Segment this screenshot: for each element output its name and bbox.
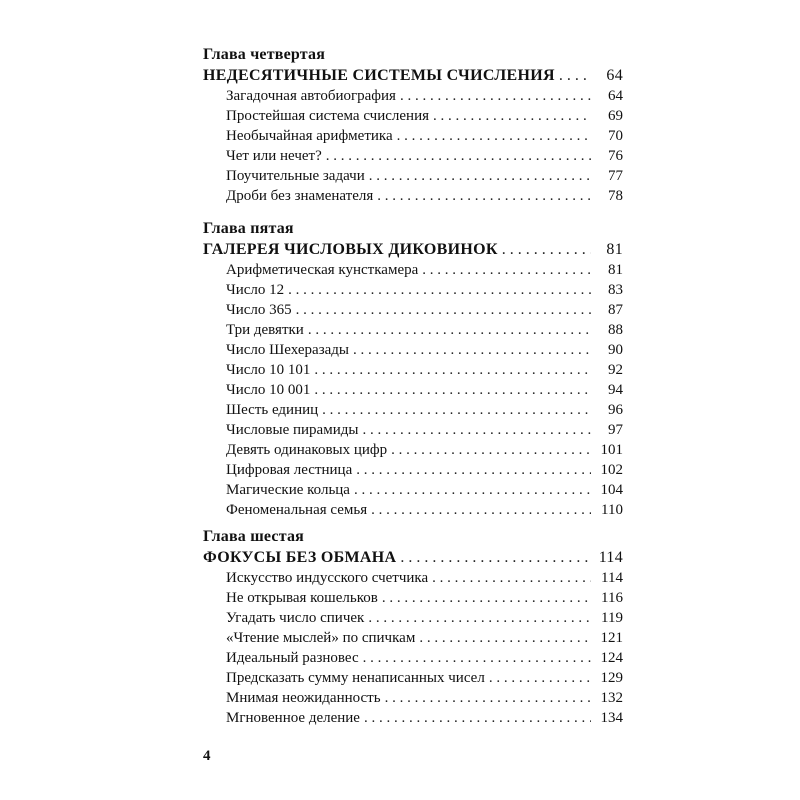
toc-entry-title: Магические кольца — [226, 482, 350, 498]
toc-entry-page-number: 96 — [608, 402, 623, 418]
toc-entry[interactable] — [203, 400, 623, 420]
dot-leader — [326, 146, 591, 166]
toc-entry[interactable] — [203, 86, 623, 106]
toc-entry-title: Дроби без знаменателя — [226, 188, 374, 204]
dot-leader — [502, 239, 591, 260]
toc-entry[interactable] — [203, 480, 623, 500]
toc-entry-title: «Чтение мыслей» по спичкам — [226, 630, 416, 646]
toc-entry-title: Феноменальная семья — [226, 502, 368, 518]
toc-entry[interactable] — [203, 260, 623, 280]
toc-entry-page-number: 119 — [601, 610, 623, 626]
toc-entry-page-number: 64 — [608, 88, 623, 104]
toc-entry-page-number: 101 — [600, 442, 623, 458]
toc-entry[interactable] — [203, 708, 623, 728]
toc-entry-title: Необычайная арифметика — [226, 128, 393, 144]
dot-leader — [371, 500, 591, 520]
toc-entry-page-number: 81 — [608, 262, 623, 278]
toc-entry[interactable] — [203, 568, 623, 588]
dot-leader — [400, 547, 591, 568]
chapter-title-row[interactable] — [203, 239, 623, 260]
toc-entry-page-number: 94 — [608, 382, 623, 398]
toc-entry-title: Поучительные задачи — [226, 168, 365, 184]
chapter-label: Глава четвертая — [203, 46, 326, 63]
toc-entry[interactable] — [203, 380, 623, 400]
toc-entry[interactable] — [203, 648, 623, 668]
toc-entry-title: Шесть единиц — [226, 402, 319, 418]
toc-entry-title: Число 10 001 — [226, 382, 311, 398]
toc-entry-page-number: 129 — [600, 670, 623, 686]
toc-entry-title: Простейшая система счисления — [226, 108, 429, 124]
dot-leader — [422, 260, 591, 280]
chapter-title: ФОКУСЫ БЕЗ ОБМАНА — [203, 549, 397, 566]
toc-entry-title: Загадочная автобиография — [226, 88, 396, 104]
toc-entry[interactable] — [203, 186, 623, 206]
dot-leader — [377, 186, 591, 206]
toc-entry-page-number: 116 — [601, 590, 623, 606]
section-list — [203, 568, 623, 728]
dot-leader — [400, 86, 591, 106]
chapter-page-number: 64 — [606, 67, 623, 84]
toc-entry[interactable] — [203, 166, 623, 186]
toc-entry-page-number: 76 — [608, 148, 623, 164]
chapter-page-number: 114 — [598, 549, 623, 566]
toc-entry[interactable] — [203, 608, 623, 628]
dot-leader — [308, 320, 591, 340]
dot-leader — [356, 460, 591, 480]
chapter-title: ГАЛЕРЕЯ ЧИСЛОВЫХ ДИКОВИНОК — [203, 241, 498, 258]
toc-entry-page-number: 88 — [608, 322, 623, 338]
toc-entry[interactable] — [203, 668, 623, 688]
toc-entry[interactable] — [203, 300, 623, 320]
chapter-label: Глава шестая — [203, 528, 305, 545]
dot-leader — [314, 360, 591, 380]
toc-entry-title: Число 365 — [226, 302, 292, 318]
toc-entry-title: Числовые пирамиды — [226, 422, 359, 438]
toc-entry-title: Идеальный разновес — [226, 650, 359, 666]
section-list — [203, 260, 623, 520]
toc-entry-page-number: 70 — [608, 128, 623, 144]
toc-entry-page-number: 83 — [608, 282, 623, 298]
toc-entry-title: Угадать число спичек — [226, 610, 365, 626]
toc-entry-page-number: 132 — [600, 690, 623, 706]
toc-entry-title: Арифметическая кунсткамера — [226, 262, 419, 278]
toc-entry-page-number: 124 — [600, 650, 623, 666]
dot-leader — [559, 65, 591, 86]
toc-entry[interactable] — [203, 688, 623, 708]
dot-leader — [368, 608, 591, 628]
toc-entry-title: Искусство индусского счетчика — [226, 570, 429, 586]
toc-entry-page-number: 121 — [600, 630, 623, 646]
toc-entry[interactable] — [203, 280, 623, 300]
toc-entry[interactable] — [203, 126, 623, 146]
dot-leader — [363, 648, 591, 668]
dot-leader — [354, 480, 591, 500]
toc-entry[interactable] — [203, 340, 623, 360]
chapter-title: НЕДЕСЯТИЧНЫЕ СИСТЕМЫ СЧИСЛЕНИЯ — [203, 67, 555, 84]
toc-entry[interactable] — [203, 360, 623, 380]
dot-leader — [364, 708, 591, 728]
dot-leader — [419, 628, 591, 648]
toc-entry[interactable] — [203, 320, 623, 340]
toc-entry-page-number: 102 — [600, 462, 623, 478]
toc-entry-page-number: 134 — [600, 710, 623, 726]
toc-entry-title: Не открывая кошельков — [226, 590, 378, 606]
toc-entry-page-number: 77 — [608, 168, 623, 184]
toc-entry-page-number: 104 — [600, 482, 623, 498]
section-list — [203, 86, 623, 206]
toc-entry[interactable] — [203, 146, 623, 166]
toc-entry[interactable] — [203, 106, 623, 126]
dot-leader — [382, 588, 591, 608]
toc-entry[interactable] — [203, 588, 623, 608]
chapter-5 — [203, 219, 623, 520]
toc-entry-title: Предсказать сумму ненаписанных чисел — [226, 670, 485, 686]
toc-entry-page-number: 92 — [608, 362, 623, 378]
chapter-6 — [203, 527, 623, 728]
dot-leader — [314, 380, 591, 400]
toc-entry-title: Мгновенное деление — [226, 710, 360, 726]
toc-entry-page-number: 78 — [608, 188, 623, 204]
dot-leader — [362, 420, 591, 440]
toc-entry[interactable] — [203, 440, 623, 460]
dot-leader — [296, 300, 591, 320]
chapter-title-row[interactable] — [203, 65, 623, 86]
toc-entry[interactable] — [203, 420, 623, 440]
toc-entry-title: Число 10 101 — [226, 362, 311, 378]
dot-leader — [391, 440, 591, 460]
toc-entry-page-number: 114 — [601, 570, 623, 586]
dot-leader — [322, 400, 591, 420]
chapter-label: Глава пятая — [203, 220, 294, 237]
dot-leader — [432, 568, 591, 588]
toc-entry-page-number: 87 — [608, 302, 623, 318]
toc-entry-page-number: 97 — [608, 422, 623, 438]
dot-leader — [433, 106, 591, 126]
dot-leader — [288, 280, 591, 300]
chapter-4 — [203, 45, 623, 206]
page-number: 4 — [203, 748, 211, 764]
dot-leader — [385, 688, 591, 708]
dot-leader — [489, 668, 591, 688]
chapter-title-row[interactable] — [203, 547, 623, 568]
toc-entry-title: Число Шехеразады — [226, 342, 349, 358]
dot-leader — [397, 126, 591, 146]
toc-entry-title: Три девятки — [226, 322, 304, 338]
toc-entry-title: Число 12 — [226, 282, 285, 298]
toc-entry-page-number: 110 — [601, 502, 623, 518]
dot-leader — [369, 166, 591, 186]
toc-entry[interactable] — [203, 500, 623, 520]
toc-entry-page-number: 69 — [608, 108, 623, 124]
toc-entry-title: Цифровая лестница — [226, 462, 353, 478]
dot-leader — [353, 340, 591, 360]
chapter-page-number: 81 — [606, 241, 623, 258]
toc-entry-title: Девять одинаковых цифр — [226, 442, 388, 458]
toc-entry[interactable] — [203, 628, 623, 648]
toc-entry[interactable] — [203, 460, 623, 480]
toc-entry-page-number: 90 — [608, 342, 623, 358]
toc-entry-title: Чет или нечет? — [226, 148, 322, 164]
toc-entry-title: Мнимая неожиданность — [226, 690, 381, 706]
